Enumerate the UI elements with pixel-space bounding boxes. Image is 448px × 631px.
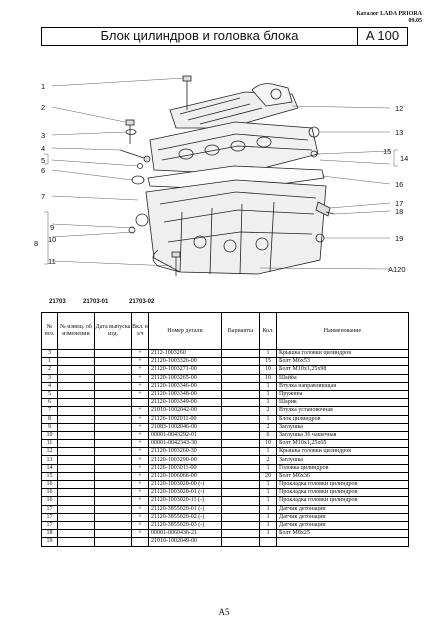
cell-date: [95, 390, 132, 398]
cell-qty: 2: [260, 456, 277, 464]
cell-pos: 14: [42, 464, 58, 472]
cell-part: 21120-1003020-00 (-): [149, 481, 222, 489]
cell-change: [58, 350, 95, 358]
callout-11: 11: [48, 257, 56, 266]
table-row: [42, 350, 409, 358]
cell-pos: 19: [42, 538, 58, 546]
table-row: [42, 382, 409, 390]
cell-qty: 10: [260, 440, 277, 448]
cell-pos: 7: [42, 407, 58, 415]
cell-name: Втулка направляющая: [277, 382, 409, 390]
cell-name: Датчик детонации: [277, 521, 409, 529]
cell-part: 21120-1003020-11 (-): [149, 497, 222, 505]
table-row: [42, 505, 409, 513]
table-row: [42, 472, 409, 480]
cell-var: [222, 350, 260, 358]
cell-pos: 17: [42, 513, 58, 521]
cell-var: [222, 464, 260, 472]
table-header-row: [42, 313, 409, 350]
cell-change: [58, 456, 95, 464]
cell-part: 00001-0060436-21: [149, 530, 222, 538]
cell-part: 2112-1003260: [149, 350, 222, 358]
table-row: [42, 497, 409, 505]
cell-pos: 16: [42, 497, 58, 505]
cell-part: 00001-0043292-01: [149, 431, 222, 439]
cell-qty: 1: [260, 530, 277, 538]
cell-var: [222, 407, 260, 415]
cell-incl: +: [132, 350, 149, 358]
cell-change: [58, 505, 95, 513]
cell-change: [58, 448, 95, 456]
cell-date: [95, 489, 132, 497]
callout-9: 9: [50, 223, 55, 232]
table-row: [42, 521, 409, 529]
cell-incl: [132, 399, 149, 407]
cell-date: [95, 497, 132, 505]
table-row: [42, 399, 409, 407]
cell-part: 21126-1002011-00: [149, 415, 222, 423]
cell-date: [95, 505, 132, 513]
cell-qty: 1: [260, 448, 277, 456]
cell-name: Втулка установочная: [277, 407, 409, 415]
cell-incl: +: [132, 489, 149, 497]
table-row: [42, 530, 409, 538]
cell-incl: +: [132, 382, 149, 390]
cell-part: 21120-1003020-01 (-): [149, 489, 222, 497]
cell-var: [222, 521, 260, 529]
table-row: [42, 390, 409, 398]
cell-part: 21120-3855020-02 (-): [149, 513, 222, 521]
cell-pos: 6: [42, 399, 58, 407]
callout-18: 18: [395, 207, 404, 216]
cell-date: [95, 382, 132, 390]
table-row: [42, 407, 409, 415]
cell-date: [95, 440, 132, 448]
cell-part: 21010-1002049-00: [149, 538, 222, 546]
cell-qty: 6: [260, 431, 277, 439]
cell-change: [58, 472, 95, 480]
cell-name: Прокладка головки цилиндров: [277, 489, 409, 497]
cell-pos: 8: [42, 415, 58, 423]
header-name: Наименование: [277, 313, 409, 350]
cell-var: [222, 358, 260, 366]
cell-qty: 1: [260, 464, 277, 472]
cell-var: [222, 505, 260, 513]
cell-qty: 20: [260, 472, 277, 480]
cell-incl: +: [132, 497, 149, 505]
cell-part: 21120-1003260-30: [149, 448, 222, 456]
cell-pos: 3: [42, 374, 58, 382]
table-row: [42, 366, 409, 374]
catalog-name: Каталог LADA PRIORA: [356, 11, 422, 17]
cell-name: Головка цилиндров: [277, 464, 409, 472]
cell-date: [95, 521, 132, 529]
table-row: [42, 423, 409, 431]
cell-date: [95, 415, 132, 423]
cell-date: [95, 431, 132, 439]
cell-date: [95, 407, 132, 415]
cell-var: [222, 390, 260, 398]
cell-qty: 1: [260, 390, 277, 398]
cell-var: [222, 415, 260, 423]
page-number: A5: [218, 607, 230, 617]
cell-change: [58, 538, 95, 546]
cell-qty: 1: [260, 497, 277, 505]
cell-incl: +: [132, 464, 149, 472]
cell-var: [222, 530, 260, 538]
title-box: [41, 27, 408, 46]
cell-part: 21120-1003349-00: [149, 399, 222, 407]
cell-name: Заглушка 36 чашечная: [277, 431, 409, 439]
cell-change: [58, 358, 95, 366]
cell-date: [95, 350, 132, 358]
callout-17: 17: [395, 199, 404, 208]
cell-pos: 15: [42, 472, 58, 480]
table-row: [42, 374, 409, 382]
callout-5: 5: [41, 156, 46, 165]
table-row: [42, 440, 409, 448]
header-part: Номер детали: [149, 313, 222, 350]
cell-name: Болт М6х53: [277, 358, 409, 366]
header-date: Дата выпуска изд.: [95, 313, 132, 350]
callout-6: 6: [41, 166, 46, 175]
cell-qty: 2: [260, 423, 277, 431]
cell-incl: +: [132, 366, 149, 374]
cell-pos: 17: [42, 521, 58, 529]
cell-change: [58, 489, 95, 497]
cell-date: [95, 423, 132, 431]
cell-pos: 9: [42, 423, 58, 431]
cell-incl: +: [132, 530, 149, 538]
cell-incl: +: [132, 431, 149, 439]
callout-14: 14: [400, 154, 409, 163]
cell-name: Датчик детонации: [277, 513, 409, 521]
cell-date: [95, 481, 132, 489]
cell-part: 21010-1002042-00: [149, 407, 222, 415]
header-pos: № поз.: [42, 313, 58, 350]
callout-2: 2: [41, 103, 46, 112]
cell-date: [95, 456, 132, 464]
cell-pos: 12: [42, 448, 58, 456]
table-row: [42, 448, 409, 456]
cell-var: [222, 382, 260, 390]
cell-part: 21120-1003346-00: [149, 382, 222, 390]
callout-16: 16: [395, 180, 404, 189]
cell-pos: 1: [42, 358, 58, 366]
cell-var: [222, 423, 260, 431]
callout-12: 12: [395, 104, 404, 113]
cell-qty: 15: [260, 358, 277, 366]
cell-change: [58, 407, 95, 415]
cell-change: [58, 399, 95, 407]
cell-name: Болт М10х1,25х98: [277, 366, 409, 374]
cell-name: Блок цилиндров: [277, 415, 409, 423]
cell-name: [277, 538, 409, 546]
cell-name: Болт М6х36: [277, 472, 409, 480]
cell-pos: 4: [42, 382, 58, 390]
catalog-date: 09.05: [408, 18, 422, 24]
cell-pos: 11: [42, 440, 58, 448]
callout-8: 8: [34, 239, 39, 248]
cell-pos: 3: [42, 350, 58, 358]
cell-incl: +: [132, 415, 149, 423]
callout-19: 19: [395, 234, 404, 243]
cell-name: Заглушка: [277, 456, 409, 464]
callout-10: 10: [48, 235, 57, 244]
section-code: A 100: [357, 28, 407, 45]
cell-date: [95, 399, 132, 407]
cell-name: Шарик: [277, 399, 409, 407]
cell-date: [95, 530, 132, 538]
cell-var: [222, 448, 260, 456]
cell-part: 21120-1003271-00: [149, 366, 222, 374]
cell-change: [58, 521, 95, 529]
header-change: № извещ. об изменении: [58, 313, 95, 350]
table-row: [42, 358, 409, 366]
cell-part: 21083-1002046-00: [149, 423, 222, 431]
cell-qty: 1: [260, 350, 277, 358]
cell-var: [222, 538, 260, 546]
cell-name: Крышка головки цилиндров: [277, 448, 409, 456]
cell-incl: +: [132, 423, 149, 431]
cell-name: Прокладка головки цилиндров: [277, 497, 409, 505]
cell-qty: 2: [260, 407, 277, 415]
cell-incl: +: [132, 481, 149, 489]
cell-name: Пружина: [277, 390, 409, 398]
parts-table: [41, 312, 409, 547]
cell-date: [95, 448, 132, 456]
table-row: [42, 481, 409, 489]
catalog-tag: [356, 11, 422, 25]
cell-var: [222, 431, 260, 439]
cell-change: [58, 382, 95, 390]
cell-change: [58, 481, 95, 489]
cell-name: Прокладка головки цилиндров: [277, 481, 409, 489]
cell-date: [95, 538, 132, 546]
cell-qty: 10: [260, 366, 277, 374]
cell-qty: 1: [260, 521, 277, 529]
cell-change: [58, 390, 95, 398]
cell-pos: 5: [42, 390, 58, 398]
cell-pos: 2: [42, 366, 58, 374]
cell-var: [222, 440, 260, 448]
cell-pos: 16: [42, 489, 58, 497]
callout-4: 4: [41, 144, 46, 153]
cell-incl: +: [132, 390, 149, 398]
cell-name: Заглушка: [277, 423, 409, 431]
cell-incl: +: [132, 407, 149, 415]
cell-var: [222, 513, 260, 521]
variant-row: [41, 296, 408, 308]
engine-exploded-drawing: [30, 62, 420, 290]
cell-pos: 13: [42, 456, 58, 464]
cell-var: [222, 399, 260, 407]
cell-part: 00001-0042343-30: [149, 440, 222, 448]
cell-name: Болт М8х25: [277, 530, 409, 538]
header-variants: Варианты: [222, 313, 260, 350]
cell-qty: 1: [260, 489, 277, 497]
callout-13: 13: [395, 128, 404, 137]
cell-part: 21120-3855020-03 (-): [149, 521, 222, 529]
cell-qty: [260, 538, 277, 546]
cell-name: Шайба: [277, 374, 409, 382]
cell-date: [95, 366, 132, 374]
cell-date: [95, 374, 132, 382]
cell-qty: 1: [260, 382, 277, 390]
cell-change: [58, 530, 95, 538]
cell-name: Датчик детонации: [277, 505, 409, 513]
cell-change: [58, 415, 95, 423]
cell-qty: 1: [260, 513, 277, 521]
cell-qty: 1: [260, 399, 277, 407]
cell-pos: 16: [42, 481, 58, 489]
table-row: [42, 538, 409, 546]
cell-change: [58, 513, 95, 521]
cell-qty: 1: [260, 415, 277, 423]
cell-incl: +: [132, 472, 149, 480]
cell-incl: [132, 538, 149, 546]
table-row: [42, 464, 409, 472]
cell-change: [58, 374, 95, 382]
cell-var: [222, 481, 260, 489]
header-qty: Кол.: [260, 313, 277, 350]
table-row: [42, 489, 409, 497]
callout-1: 1: [41, 82, 46, 91]
cell-change: [58, 423, 95, 431]
cell-date: [95, 513, 132, 521]
cell-date: [95, 472, 132, 480]
cell-part: 21120-1003326-00: [149, 358, 222, 366]
cell-var: [222, 472, 260, 480]
callout-3: 3: [41, 131, 46, 140]
cell-qty: 1: [260, 481, 277, 489]
figure-ref: A120: [388, 265, 406, 274]
cell-incl: +: [132, 513, 149, 521]
cell-var: [222, 456, 260, 464]
cell-var: [222, 374, 260, 382]
cell-incl: +: [132, 374, 149, 382]
cell-part: 21120-1003290-00: [149, 456, 222, 464]
cell-change: [58, 431, 95, 439]
variant-2: 21703-01: [83, 299, 109, 305]
cell-incl: +: [132, 456, 149, 464]
page-title: Блок цилиндров и головка блока: [100, 28, 299, 43]
variant-1: 21703: [49, 299, 66, 305]
table-row: [42, 513, 409, 521]
cell-qty: 10: [260, 374, 277, 382]
cell-pos: 17: [42, 505, 58, 513]
cell-part: 21120-1003348-00: [149, 390, 222, 398]
cell-part: 21126-1003011-00: [149, 464, 222, 472]
cell-var: [222, 489, 260, 497]
cell-incl: +: [132, 505, 149, 513]
table-row: [42, 431, 409, 439]
cell-incl: +: [132, 440, 149, 448]
cell-name: Болт М10х1,25х65: [277, 440, 409, 448]
cell-pos: 10: [42, 431, 58, 439]
cell-date: [95, 464, 132, 472]
cell-change: [58, 366, 95, 374]
cell-name: Крышка головки цилиндров: [277, 350, 409, 358]
cell-incl: +: [132, 448, 149, 456]
cell-var: [222, 366, 260, 374]
cell-part: 21120-3855020-01 (-): [149, 505, 222, 513]
cell-pos: 18: [42, 530, 58, 538]
cell-date: [95, 358, 132, 366]
callout-7: 7: [41, 192, 46, 201]
cell-part: 21120-1006066-00: [149, 472, 222, 480]
callout-15: 15: [383, 147, 392, 156]
cell-incl: +: [132, 521, 149, 529]
header-incl: Вкл. в з/ч: [132, 313, 149, 350]
cell-change: [58, 440, 95, 448]
table-row: [42, 456, 409, 464]
cell-change: [58, 464, 95, 472]
variant-3: 21703-02: [129, 299, 155, 305]
cell-part: 21120-1003265-00: [149, 374, 222, 382]
cell-var: [222, 497, 260, 505]
cell-qty: 1: [260, 505, 277, 513]
table-row: [42, 415, 409, 423]
cell-change: [58, 497, 95, 505]
cell-incl: +: [132, 358, 149, 366]
